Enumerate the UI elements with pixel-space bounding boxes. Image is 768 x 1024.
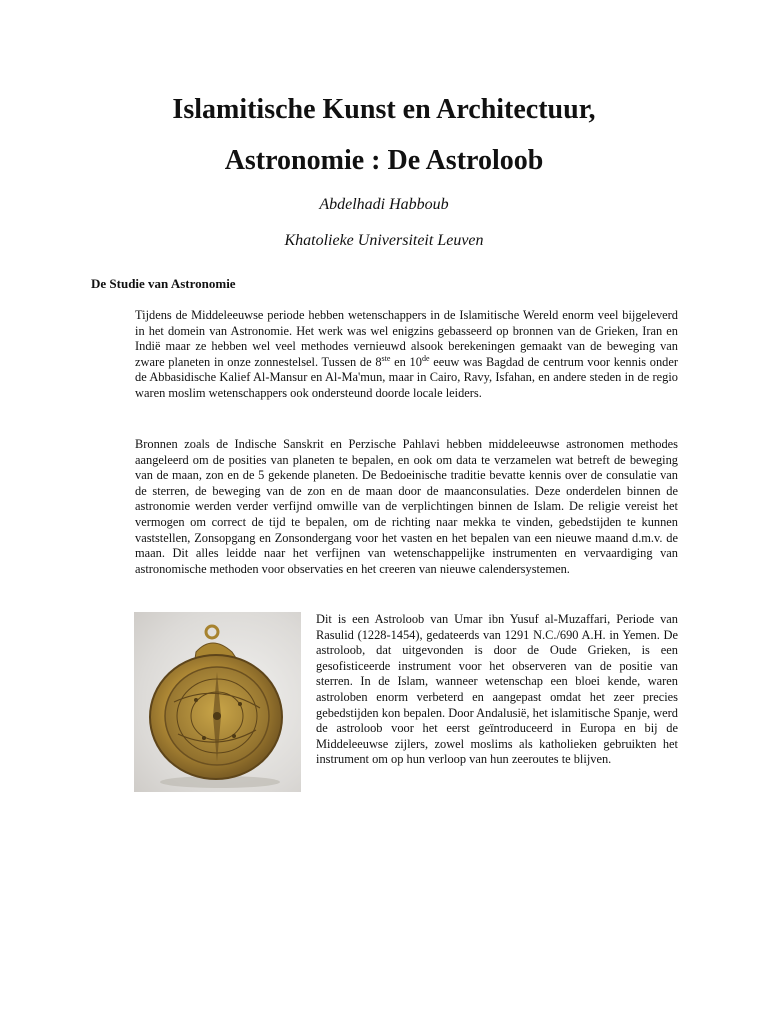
superscript-de: de xyxy=(421,353,430,363)
section-heading: De Studie van Astronomie xyxy=(91,276,236,291)
astrolabe-image-icon xyxy=(134,612,301,792)
paragraph-1-text-b: en 10 xyxy=(390,354,422,369)
paragraph-1-text-a: Tijdens de Middeleeuwse periode hebben wetenschappers in de Islamitische Wereld enorm veel bijgeleverd in het domein van Astronomie. Het werk was wel enigzins gebasseerd op bronnen van de Grieken, Iran en Indië maar ze hebben wel veel methodes vernieuwd alsook berekeningen gemaakt van de beweging van zware planeten in onze zonnestelsel. Tussen de 8 xyxy=(135,308,678,369)
document-title-line-2: Astronomie : De Astroloob xyxy=(224,145,544,176)
paragraph-1 xyxy=(135,308,678,402)
paragraph-2: Bronnen zoals de Indische Sanskrit en Perzische Pahlavi hebben middeleeuwse astronomen methodes aangeleerd om de posities van planeten te bepalen, en ook om data te verzamelen wat betreft de beweging van de maan, zon en de 5 gekende planeten. De Bedoeinische traditie bevatte kennis over de consulatie van de sterren, de beweging van de zon en de maan door de maanconsulaties. Deze onderdelen binnen de astronomie werden verder verfijnd omwille van de verplichtingen binnen de Islam. De religie vereist het vermogen om correct de tijd te bepalen, om de richting naar mekka te vinden, gebedstijden te kunnen vaststellen, Zonsopgang en Zonsondergang voor het vasten en het bepalen van een nieuwe maand d.m.v. de maan. Dit alles leidde naar het verfijnen van wetenschappelijke instrumenten en vervaardiging van astronomische methoden voor observaties en het creeren van nieuwe calendersystemen. xyxy=(135,437,678,576)
astrolabe-photo xyxy=(134,612,301,792)
author-name: Abdelhadi Habboub xyxy=(319,196,449,213)
superscript-ste: ste xyxy=(381,353,391,363)
university-name: Khatolieke Universiteit Leuven xyxy=(284,232,484,249)
paragraph-3-caption: Dit is een Astroloob van Umar ibn Yusuf al-Muzaffari, Periode van Rasulid (1228-1454), gedateerds van 1291 N.C./690 A.H. in Yemen. De astroloob, dat uitgevonden is door de Oude Grieken, is een gesofisticeerde instrument voor het observeren van de positie van sterren. In de Islam, wanneer wetenschap een bloei kende, waren astroloben enorm verbeterd en aangepast omdat het zeer precies gebedstijden kon bepalen. Door Andalusië, het islamitische Spanje, werd de astroloob voor het eerst geïntroduceerd in Europa en bij de Middeleeuwse zijlers, zowel moslims als katholieken gebruikten het instrument om op hun verloop van hun zeeroutes te blijven. xyxy=(316,612,678,767)
document-title-line-1: Islamitische Kunst en Architectuur, xyxy=(172,94,596,125)
paragraph-1-text-c: eeuw was Bagdad de centrum voor kennis onder de Abbasidische Kalief Al-Mansur en Al-Ma'mun, maar in Cairo, Ravy, Isfahan, en andere steden in de regio waren moslim wetenschappers ook ondersteund doorde locale leiders. xyxy=(135,354,679,400)
